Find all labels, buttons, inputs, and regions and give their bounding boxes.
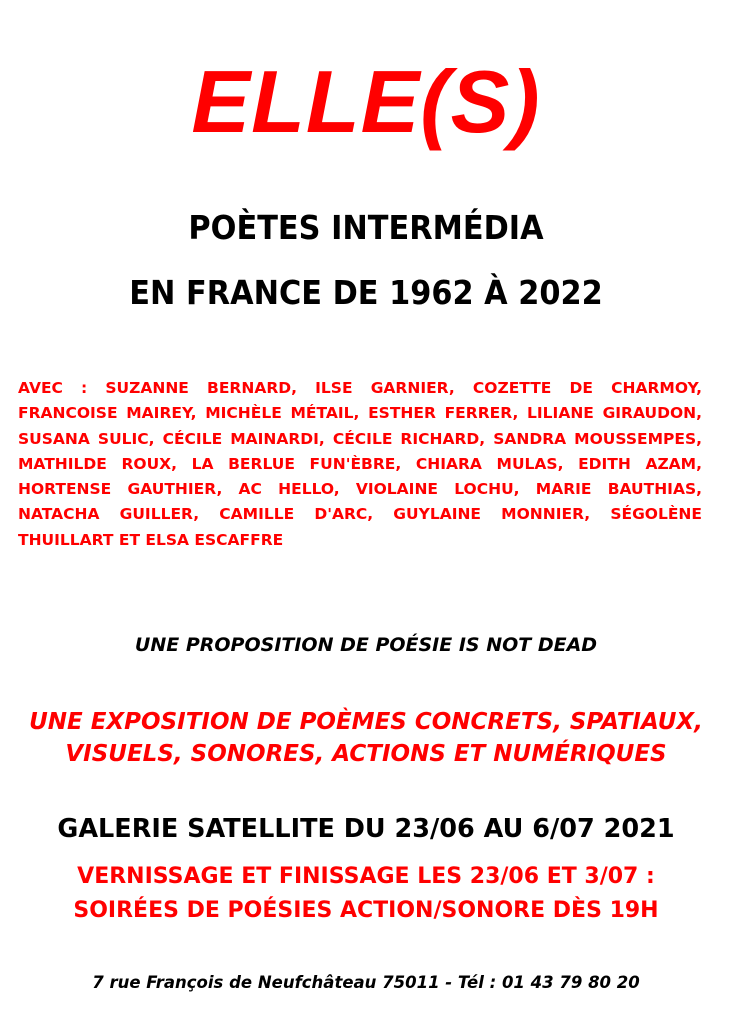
exposition-line-1: UNE EXPOSITION DE POÈMES CONCRETS, SPATIAUX,: [29, 709, 703, 735]
vernissage-line-2: SOIRÉES DE POÉSIES ACTION/SONORE DÈS 19H: [73, 898, 659, 923]
vernissage-line-1: VERNISSAGE ET FINISSAGE LES 23/06 ET 3/07 :: [77, 864, 655, 889]
subtitle-line-1: POÈTES INTERMÉDIA: [188, 208, 544, 247]
artists-list: AVEC : SUZANNE BERNARD, ILSE GARNIER, COZETTE DE CHARMOY, FRANCOISE MAIREY, MICHÈLE MÉTAIL, ESTHER FERRER, LILIANE GIRAUDON, SUSANA SULIC, CÉCILE MAINARDI, CÉCILE RICHARD, SANDRA MOUSSEMPES, MATHILDE ROUX, LA BERLUE FUN'ÈBRE, CHIARA MULAS, EDITH AZAM, HORTENSE GAUTHIER, AC HELLO, VIOLAINE LOCHU, MARIE BAUTHIAS, NATACHA GUILLER, CAMILLE D'ARC, GUYLAINE MONNIER, SÉGOLÈNE THUILLART ET ELSA ESCAFFRE: [18, 379, 702, 549]
address-line: 7 rue François de Neufchâteau 75011 - Tél : 01 43 79 80 20: [92, 973, 640, 992]
subtitle-line-2: EN FRANCE DE 1962 À 2022: [129, 273, 603, 312]
poster-title: ELLE(S): [191, 52, 541, 151]
gallery-dates: GALERIE SATELLITE DU 23/06 AU 6/07 2021: [57, 814, 675, 844]
exposition-line-2: VISUELS, SONORES, ACTIONS ET NUMÉRIQUES: [65, 741, 667, 767]
proposal-line: UNE PROPOSITION DE POÉSIE IS NOT DEAD: [134, 634, 598, 656]
